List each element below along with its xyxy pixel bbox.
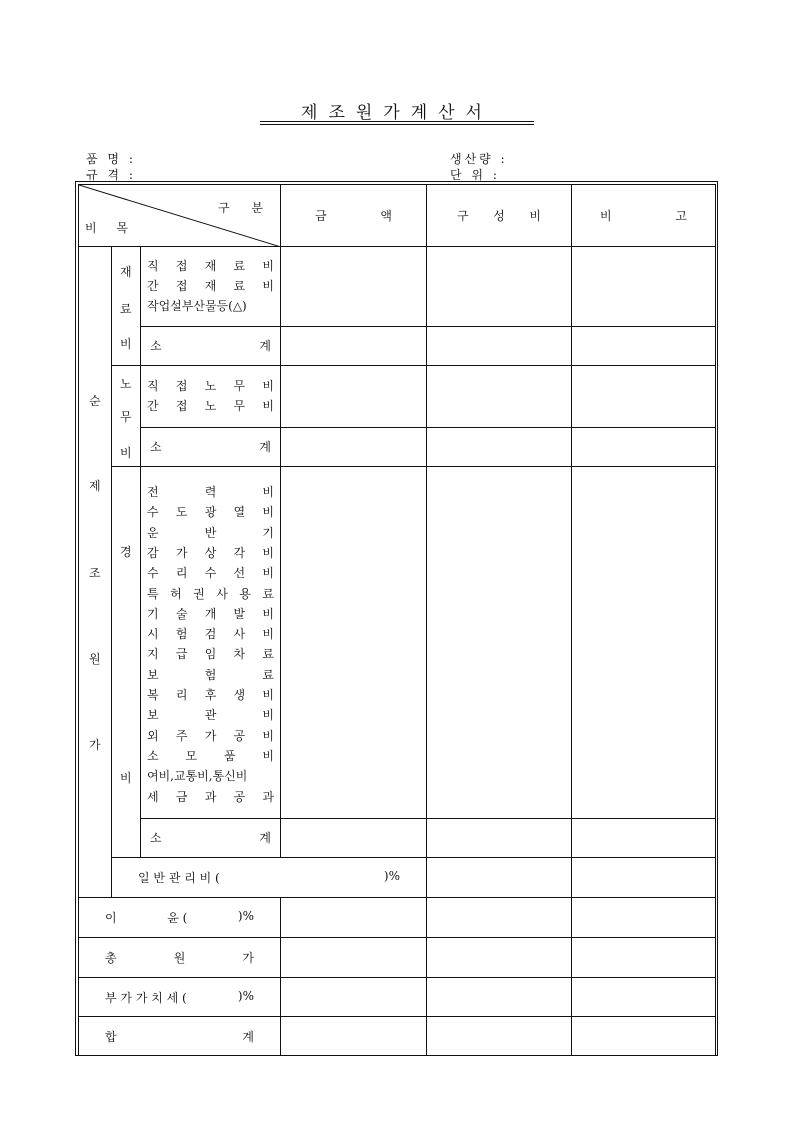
vat-row: [79, 978, 716, 1017]
item-direct-labor: 직 접 노 무 비: [147, 379, 274, 393]
spec-label: 규 격 :: [86, 168, 136, 182]
amount-cell[interactable]: [281, 247, 427, 327]
header-ratio: 구 성 비: [427, 185, 572, 247]
expense-items-row: [79, 467, 716, 819]
amount-cell[interactable]: [281, 938, 427, 978]
ratio-cell[interactable]: [427, 898, 572, 938]
remarks-cell[interactable]: [572, 978, 716, 1017]
labor-subtotal-label: 소 계: [141, 427, 281, 466]
item-byproduct: 작업설부산물등(△): [147, 299, 247, 314]
ratio-cell[interactable]: [427, 326, 572, 365]
remarks-cell[interactable]: [572, 467, 716, 819]
title-underline-double: [260, 124, 534, 125]
header-diagonal-cell: [79, 185, 281, 247]
general-admin-label: 일 반 관 리 비 ( )%: [112, 858, 427, 898]
expense-item: 외 주 가 공 비: [147, 728, 274, 743]
ratio-cell[interactable]: [572, 858, 716, 898]
header-remarks: 비 고: [572, 185, 716, 247]
material-items: [141, 247, 281, 327]
remarks-cell[interactable]: [572, 366, 716, 428]
grand-total-row: [79, 1017, 716, 1056]
title-underline: [260, 121, 534, 122]
ratio-cell[interactable]: [427, 1017, 572, 1056]
expense-item: 운 반 기: [147, 525, 274, 540]
header-amount: 금 액: [281, 185, 427, 247]
remarks-cell[interactable]: [572, 938, 716, 978]
amount-cell[interactable]: [281, 1017, 427, 1056]
ratio-cell[interactable]: [427, 978, 572, 1017]
amount-cell[interactable]: [281, 898, 427, 938]
ratio-cell[interactable]: [427, 427, 572, 466]
remarks-cell[interactable]: [572, 818, 716, 857]
ratio-cell[interactable]: [427, 467, 572, 819]
labor-cost-group: 노 무 비: [112, 366, 141, 467]
material-items-row: [79, 247, 716, 327]
ratio-cell[interactable]: [427, 366, 572, 428]
amount-cell[interactable]: [281, 978, 427, 1017]
document-title: 제조원가계산서: [301, 103, 493, 123]
grand-total-label: 합 계: [79, 1017, 281, 1056]
remarks-cell[interactable]: [572, 326, 716, 365]
expense-item: 수 도 광 열 비: [147, 505, 274, 520]
unit-label: 단 위 :: [450, 168, 500, 182]
expense-item: 복 리 후 생 비: [147, 688, 274, 703]
total-cost-row: [79, 938, 716, 978]
expense-item: 여비,교통비,통신비: [147, 769, 248, 784]
remarks-cell[interactable]: [572, 247, 716, 327]
amount-cell[interactable]: [281, 818, 427, 857]
expense-item: 지 급 임 차 료: [147, 647, 274, 662]
diagonal-line: [79, 185, 281, 247]
labor-items: [141, 366, 281, 428]
amount-cell[interactable]: [281, 467, 427, 819]
ratio-cell[interactable]: [427, 938, 572, 978]
expense-items: [141, 467, 281, 819]
remarks-cell[interactable]: [572, 427, 716, 466]
expense-subtotal-row: [79, 818, 716, 857]
expense-item: 수 리 수 선 비: [147, 566, 274, 581]
header-item: 비 목: [85, 221, 136, 235]
total-cost-label: 총 원 가: [79, 938, 281, 978]
profit-row: [79, 898, 716, 938]
expense-item: 전 력 비: [147, 485, 274, 500]
item-direct-material: 직 접 재 료 비: [147, 258, 274, 273]
expense-item: 기 술 개 발 비: [147, 606, 274, 621]
amount-cell[interactable]: [427, 858, 572, 898]
labor-items-row: [79, 366, 716, 428]
expense-item: 소 모 품 비: [147, 748, 274, 763]
material-subtotal-label: 소 계: [141, 326, 281, 365]
ratio-cell[interactable]: [427, 818, 572, 857]
expense-item: 보 험 료: [147, 667, 274, 682]
material-cost-group: 재 료 비: [112, 247, 141, 366]
remarks-cell[interactable]: [572, 898, 716, 938]
expense-group: 경 비: [112, 467, 141, 858]
cost-table: [78, 184, 716, 1056]
expense-item: 특 허 권 사 용 료: [147, 586, 274, 601]
header-row: [79, 185, 716, 247]
amount-cell[interactable]: [281, 366, 427, 428]
header-category: 구 분: [218, 201, 273, 215]
expense-item: 보 관 비: [147, 708, 274, 723]
expense-item: 시 험 검 사 비: [147, 627, 274, 642]
expense-item: 세 금 과 공 과: [147, 789, 274, 804]
ratio-cell[interactable]: [427, 247, 572, 327]
expense-subtotal-label: 소 계: [141, 818, 281, 857]
production-qty-label: 생산량 :: [450, 152, 508, 166]
amount-cell[interactable]: [281, 427, 427, 466]
item-indirect-material: 간 접 재 료 비: [147, 279, 274, 294]
net-manufacturing-cost-group: 순 제 조 원 가: [79, 247, 112, 898]
remarks-cell[interactable]: [572, 1017, 716, 1056]
product-name-label: 품 명 :: [86, 152, 136, 166]
material-subtotal-row: [79, 326, 716, 365]
labor-subtotal-row: [79, 427, 716, 466]
profit-label: 이 윤 ( )%: [79, 898, 281, 938]
expense-item: 감 가 상 각 비: [147, 545, 274, 560]
vat-label: 부 가 가 치 세 ( )%: [79, 978, 281, 1017]
general-admin-row: [79, 858, 716, 898]
item-indirect-labor: 간 접 노 무 비: [147, 399, 274, 414]
amount-cell[interactable]: [281, 326, 427, 365]
